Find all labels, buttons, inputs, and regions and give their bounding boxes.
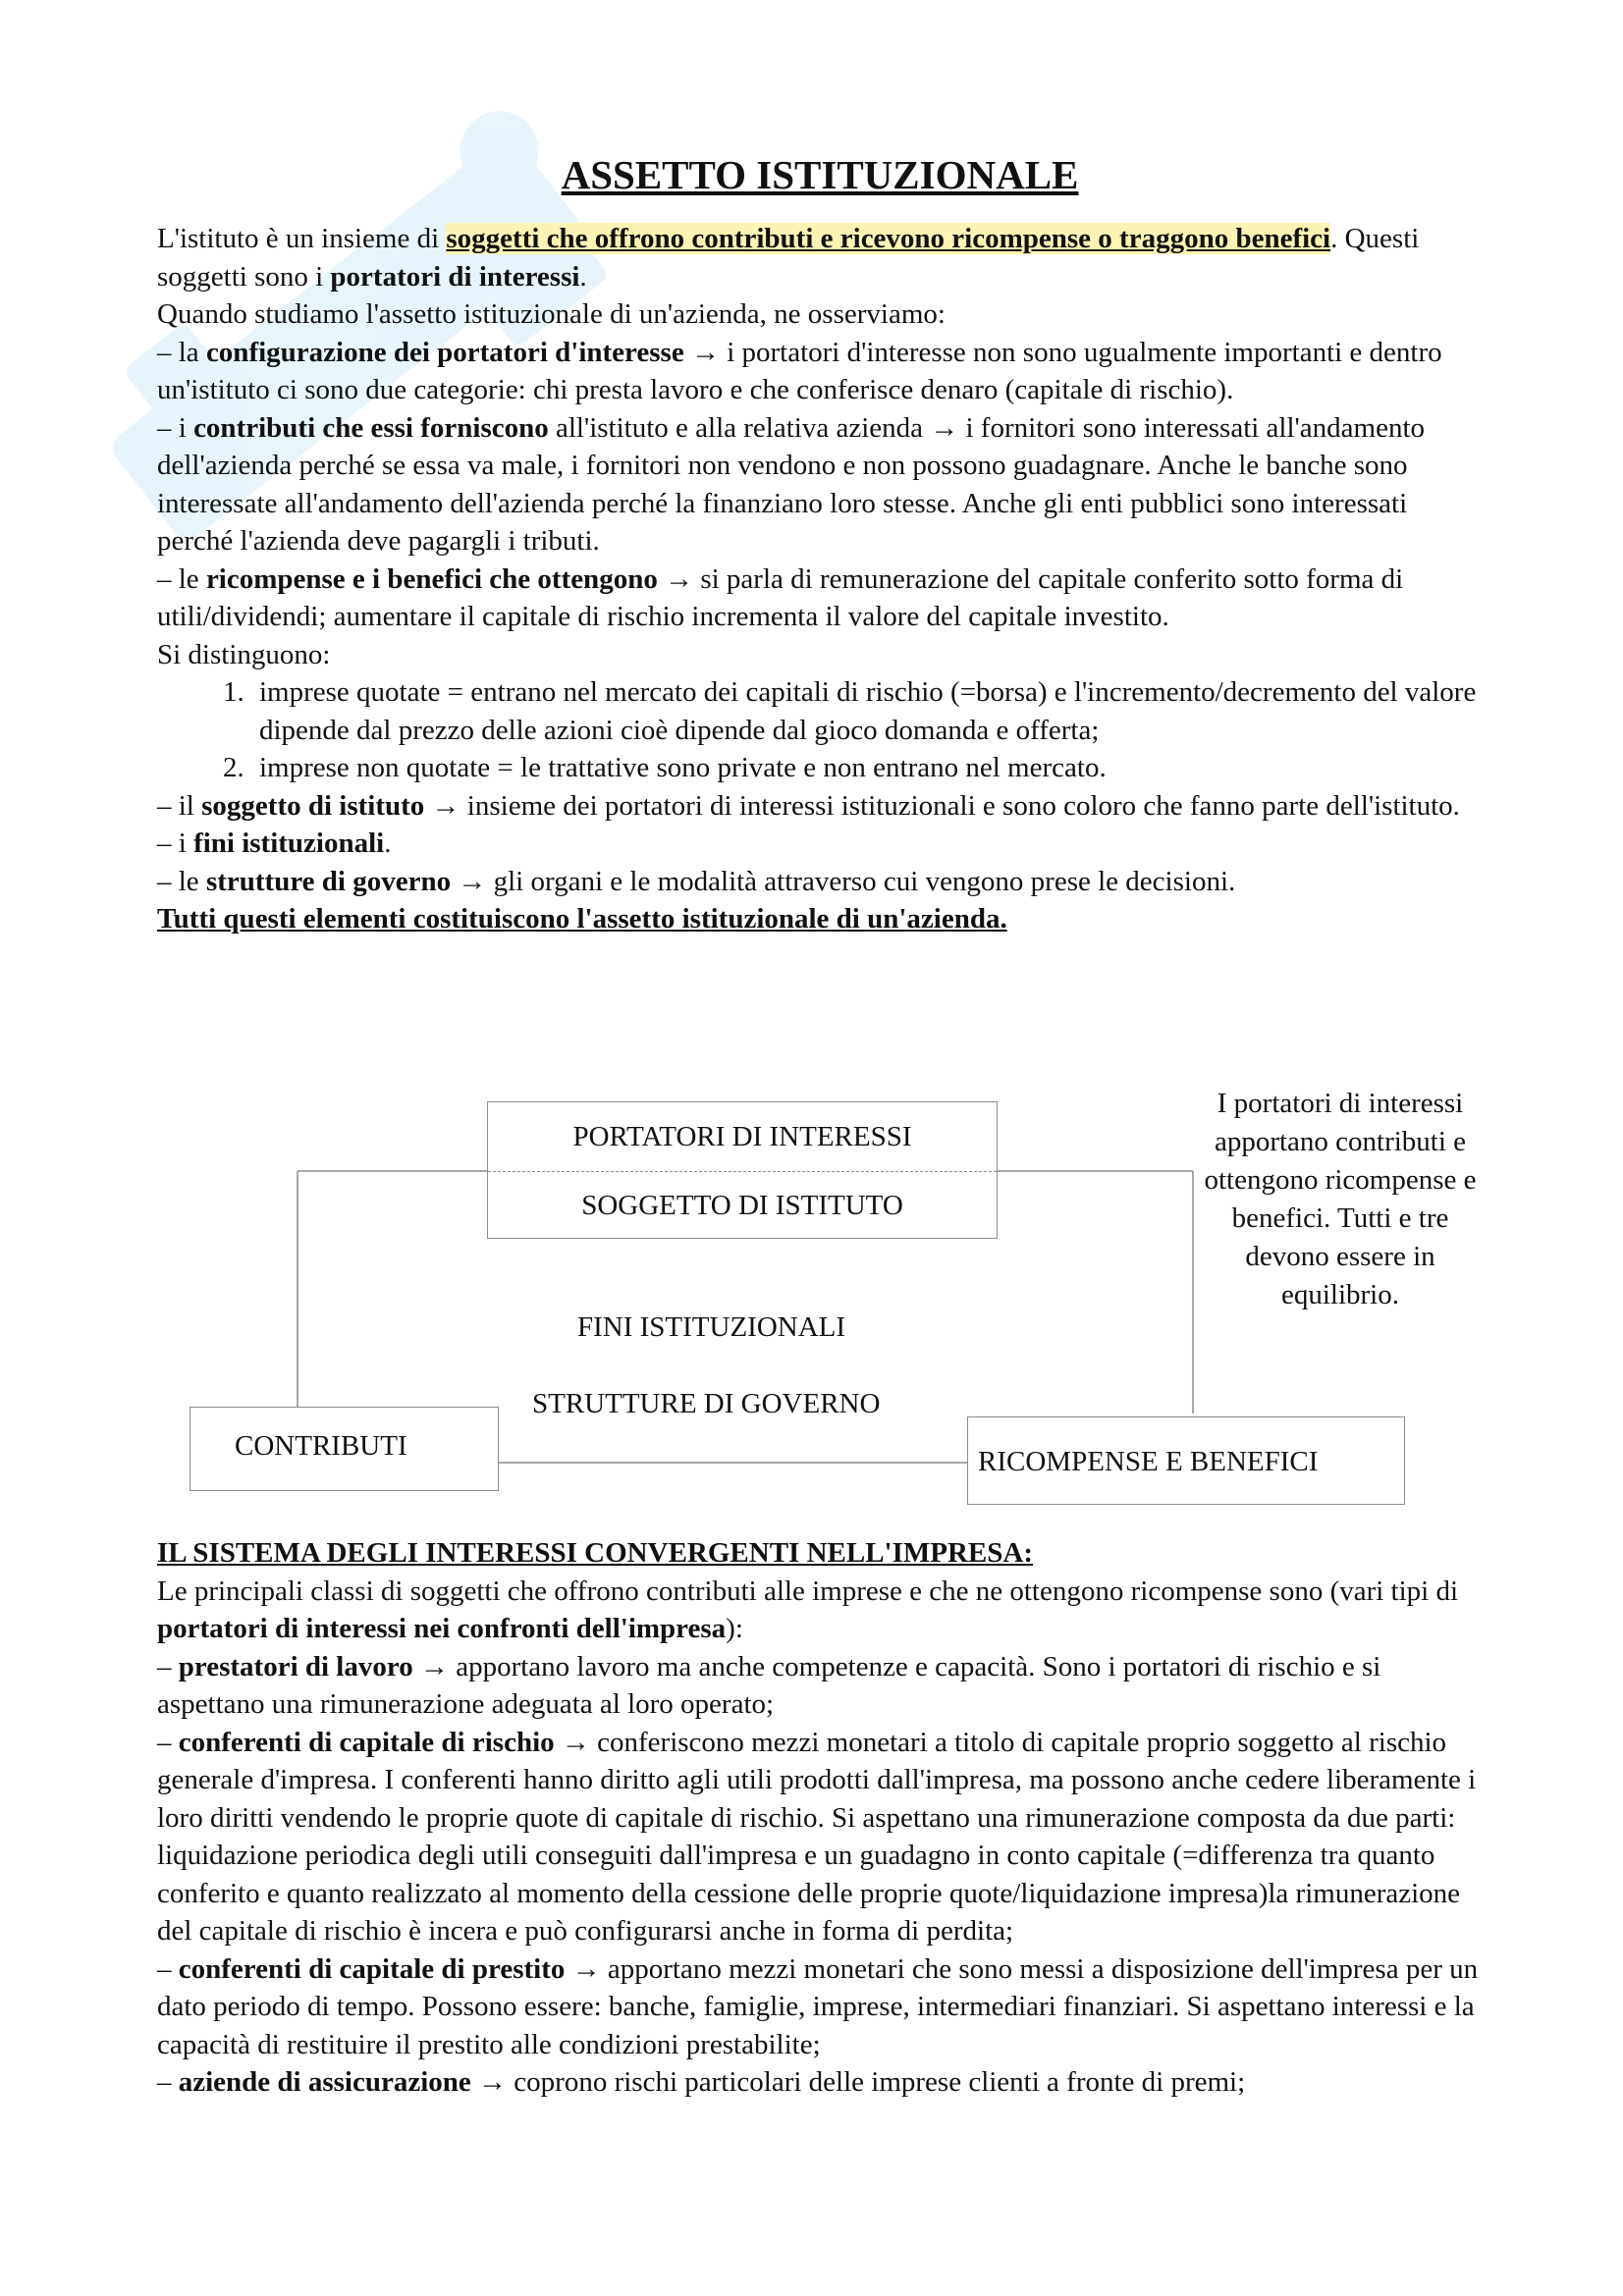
section-interessi	[157, 1534, 1483, 2102]
section-intro-term: portatori di interessi nei confronti dell'impresa	[157, 1613, 727, 1644]
item-soggetto	[157, 787, 1483, 826]
item-dash: – le	[157, 562, 206, 595]
section-intro-text: Le principali classi di soggetti che offrono contributi alle imprese e che ne ottengono ricompense sono (vari tipi di	[157, 1575, 1459, 1607]
item-text: apportano lavoro ma anche competenze e capacità. Sono i portatori di rischio e si aspettano una rimunerazione adeguata al loro operato;	[157, 1650, 1381, 1720]
item-dash: –	[157, 2066, 179, 2098]
item-dash: –	[157, 1952, 179, 1985]
item-term: conferenti di capitale di rischio →	[178, 1726, 590, 1758]
item-term: aziende di assicurazione →	[178, 2066, 508, 2098]
quotate-list	[157, 673, 1483, 787]
summary-line	[157, 900, 1483, 938]
item-text: insieme dei portatori di interessi istituzionali e sono coloro che fanno parte dell'istituto.	[460, 789, 1460, 822]
item-text: apportano mezzi monetari che sono messi a disposizione dell'impresa per un dato periodo di tempo. Possono essere: banche, famiglie, imprese, intermediari finanziari. Si aspettano interessi e la capacità di restituire il prestito alle condizioni prestabilite;	[157, 1952, 1479, 2060]
item-text: gli organi e le modalità attraverso cui vengono prese le decisioni.	[486, 865, 1236, 897]
item-dash: – i	[157, 828, 194, 859]
item-ricompense	[157, 561, 1483, 636]
item-prestatori	[157, 1648, 1483, 1724]
item-fini	[157, 825, 1483, 863]
list-item: 1. imprese quotate = entrano nel mercato dei capitali di rischio (=borsa) e l'incremento/decremento del valore dipende dal prezzo delle azioni cioè dipende dal gioco domanda e offerta;	[251, 673, 1483, 749]
item-text: i portatori d'interesse non sono ugualmente importanti e dentro un'istituto ci sono due categorie: chi presta lavoro e che conferisce denaro (capitale di rischio).	[157, 336, 1442, 405]
item-dash: – i	[157, 411, 194, 444]
soggetto-label: SOGGETTO DI ISTITUTO	[581, 1190, 903, 1221]
ricompense-label: RICOMPENSE E BENEFICI	[978, 1446, 1319, 1477]
section-intro	[157, 1573, 1483, 1648]
item-text: coprono rischi particolari delle imprese clienti a fronte di premi;	[507, 2066, 1246, 2098]
item-dash: – la	[157, 336, 206, 368]
diagram-side-note: I portatori di interessi apportano contributi e ottengono ricompense e benefici. Tutti e tre devono essere in equilibrio.	[1204, 1088, 1477, 1310]
intro-period: .	[579, 260, 587, 293]
intro-bold-term: portatori di interessi	[330, 260, 580, 293]
item-dash: –	[157, 1650, 179, 1682]
item-conferenti-prestito	[157, 1950, 1483, 2064]
item-term: soggetto di istituto →	[201, 789, 460, 822]
item-dash: – le	[157, 865, 206, 897]
item-term: prestatori di lavoro →	[178, 1650, 449, 1682]
intro-highlight: soggetti che offrono contributi e ricevono ricompense o traggono benefici	[446, 223, 1331, 254]
main-content	[157, 147, 1483, 938]
intro-paragraph	[157, 220, 1483, 295]
portatori-label: PORTATORI DI INTERESSI	[572, 1121, 912, 1152]
intro-text-2: . Questi soggetti sono i	[157, 223, 1420, 293]
item-text: conferiscono mezzi monetari a titolo di capitale proprio soggetto al rischio generale d'impresa. I conferenti hanno diritto agli utili prodotti dall'impresa, ma possono anche cedere liberamente i loro diritti vendendo le proprie quote di capitale di rischio. Si aspettano una rimunerazione composta da due parti: liquidazione periodica degli utili conseguiti dall'impresa e un guadagno in conto capitale (=differenza tra quanto conferito e quanto realizzato al momento della cessione delle proprie quote/liquidazione impresa)la rimunerazione del capitale di rischio è incera e può configurarsi anche in forma di perdita;	[157, 1726, 1477, 1947]
intro-paragraph-2: Quando studiamo l'assetto istituzionale di un'azienda, ne osserviamo:	[157, 298, 946, 330]
item-conferenti-rischio	[157, 1724, 1483, 1950]
item-term: strutture di governo →	[205, 865, 487, 897]
item-contributi	[157, 409, 1483, 561]
item-text: .	[384, 828, 392, 859]
page-title: ASSETTO ISTITUZIONALE	[561, 152, 1079, 197]
item-term: conferenti di capitale di prestito →	[178, 1952, 601, 1985]
fini-label: FINI ISTITUZIONALI	[577, 1311, 846, 1343]
intro-text: L'istituto è un insieme di	[157, 223, 447, 254]
section-intro-end: ):	[726, 1613, 743, 1644]
item-dash: – il	[157, 789, 202, 822]
item-text: si parla di remunerazione del capitale conferito sotto forma di utili/dividendi; aumentare il capitale di rischio incrementa il valore del capitale investito.	[157, 562, 1404, 632]
item-dash: –	[157, 1726, 179, 1758]
contributi-box	[189, 1407, 499, 1491]
section-heading: IL SISTEMA DEGLI INTERESSI CONVERGENTI NELL'IMPRESA:	[157, 1537, 1033, 1569]
item-strutture	[157, 863, 1483, 901]
item-configurazione	[157, 334, 1483, 409]
strutture-label: STRUTTURE DI GOVERNO	[532, 1388, 881, 1419]
item-term: contributi che essi forniscono	[193, 411, 549, 444]
item-term: configurazione dei portatori d'interesse →	[205, 336, 720, 368]
item-term: fini istituzionali	[193, 828, 385, 859]
ricompense-box	[967, 1416, 1405, 1505]
portatori-soggetto-box	[487, 1101, 998, 1239]
distinguono-label: Si distinguono:	[157, 638, 331, 670]
item-term: ricompense e i benefici che ottengono →	[205, 562, 694, 595]
contributi-label: CONTRIBUTI	[235, 1430, 407, 1462]
item-assicurazione	[157, 2063, 1483, 2102]
list-item: 2. imprese non quotate = le trattative sono private e non entrano nel mercato.	[251, 749, 1483, 787]
item-text: all'istituto e alla relativa azienda → i fornitori sono interessati all'andamento dell'azienda perché se essa va male, i fornitori non vendono e non possono guadagnare. Anche le banche sono interessate all'andamento dell'azienda perché la finanziano loro stesse. Anche gli enti pubblici sono interessati perché l'azienda deve pagargli i tributi.	[157, 411, 1425, 557]
box-divider	[488, 1171, 997, 1172]
summary-text: Tutti questi elementi costituiscono l'assetto istituzionale di un'azienda.	[157, 903, 1007, 934]
